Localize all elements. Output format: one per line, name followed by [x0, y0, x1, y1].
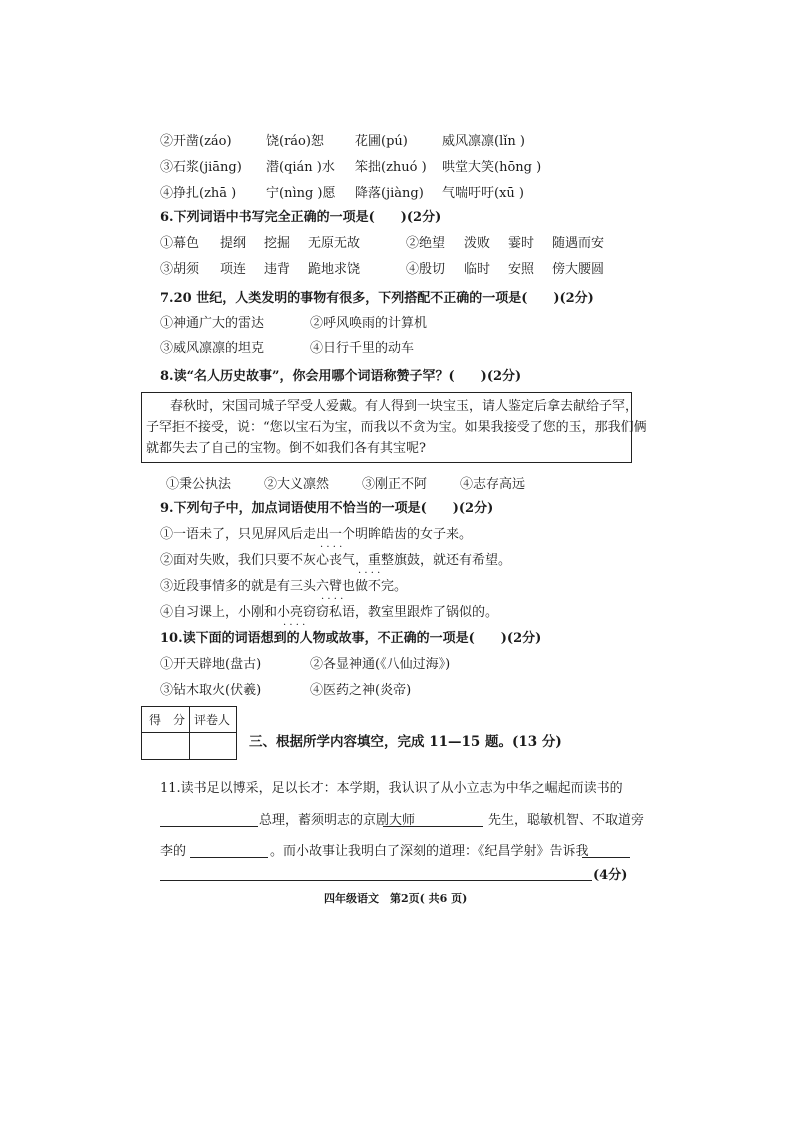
option-word: 提纲	[220, 236, 247, 251]
question-11-points: (4分)	[593, 868, 628, 883]
question-10-stem: 10.读下面的词语想到的人物或故事，不正确的一项是( )(2分)	[160, 631, 542, 646]
option-item: ④医药之神(炎帝)	[310, 683, 412, 698]
question-7-stem: 7.20 世纪，人类发明的事物有很多，下列搭配不正确的一项是( )(2分)	[160, 291, 594, 306]
question-9-sentence-4: ④自习课上，小刚和小亮窃窃私语，教室里跟炸了锅似的。	[160, 605, 499, 620]
option-word: 笨拙(zhuó )	[355, 160, 427, 175]
exam-page: ②开凿(záo) 饶(ráo)恕 花圃(pú) 威风凛凛(lǐn ) ③石浆(jiāng) 潜(qián )水 笨拙(zhuó ) 哄堂大笑(hōng ) ④挣扎(zhā ) 宁(nìng )愿 降落(jiàng) 气喘吁吁(xū ) 6.下列词语中书写完全正确的一项是( )(2分) ①幕色 提纲 挖掘 无原无故 ②绝望 泼败 霎时 随遇而安 ③胡须 项连 违背 跪地求饶 ④殷切 临时 安照 傍大腰圆 7.20 世纪，人类发明的事物有很多，下列搭配不正确的一项是( )(2分) ①神通广大的雷达 ②呼风唤雨的计算机 ③威风凛凛的坦克 ④日行千里的动车 8.读“名人历史故事”，你会用哪个词语称赞子罕？( )(2分) 春秋时，宋国司城子罕受人爱戴。有人得到一块宝玉，请人鉴定后拿去献给子罕， 子罕拒不接受，说：“您以宝石为宝，而我以不贪为宝。如果我接受了您的玉，那我们俩 就都失去了自己的宝物。倒不如我们各有其宝呢? ①秉公执法 ②大义凛然 ③刚正不阿 ④志存高远 9.下列句子中，加点词语使用不恰当的一项是( )(2分) ①一语未了，只见屏风后走出一个明眸皓齿的女子来。 ②面对失败，我们只要不灰心丧气，重整旗鼓，就还有希望。 ③近段事情多的就是有三头六臂也做不完。 ④自习课上，小刚和小亮窃窃私语，教室里跟炸了锅似的。 · · · · · · · · · · · · · · · · 10.读下面的词语想到的人物或故事，不正确的一项是( )(2分) ①开天辟地(盘古) ②各显神通(《八仙过海》) ③钻木取火(伏羲) ④医药之神(炎帝) 得 分 评卷人 三、根据所学内容填空，完成 11—15 题。(13 分) 11.读书足以博采，足以长才：本学期，我认识了从小立志为中华之崛起而读书的 总理，蓄须明志的京剧大师 先生，聪敏机智、不取道旁 李的 。而小故事让我明白了深刻的道理：《纪昌学射》告诉我 (4分) 四年级语文 第2页( 共6 页)	[0, 0, 794, 1123]
question-11-line-1: 11.读书足以博采，足以长才：本学期，我认识了从小立志为中华之崛起而读书的	[160, 781, 623, 796]
option-word: ②绝望	[406, 236, 446, 251]
option-word: ①幕色	[160, 236, 200, 251]
story-line: 就都失去了自己的宝物。倒不如我们各有其宝呢?	[146, 441, 426, 456]
option-word: 违背	[264, 262, 291, 277]
question-11-line-3b: 。而小故事让我明白了深刻的道理：《纪昌学射》告诉我	[270, 844, 589, 859]
option-word: ③石浆(jiāng)	[160, 160, 242, 175]
option-word: 临时	[464, 262, 491, 277]
score-label: 得 分	[149, 713, 186, 727]
option-item: ④志存高远	[460, 477, 526, 492]
question-9-sentence-3: ③近段事情多的就是有三头六臂也做不完。	[160, 579, 408, 594]
question-11-line-2b: 先生，聪敏机智、不取道旁	[488, 813, 645, 828]
option-word: 气喘吁吁(xū )	[442, 186, 524, 201]
option-word: 泼败	[464, 236, 491, 251]
option-word: 哄堂大笑(hōng )	[442, 160, 542, 175]
option-word: 项连	[220, 262, 247, 277]
option-word: ③胡须	[160, 262, 200, 277]
option-word: 潜(qián )水	[266, 160, 335, 175]
option-word: 饶(ráo)恕	[266, 134, 324, 149]
question-9-sentence-2: ②面对失败，我们只要不灰心丧气，重整旗鼓，就还有希望。	[160, 553, 512, 568]
page-footer: 四年级语文 第2页( 共6 页)	[324, 892, 468, 905]
option-word: ④殷切	[406, 262, 446, 277]
question-11-line-3a: 李的	[160, 844, 187, 859]
story-box	[141, 392, 647, 463]
option-word: ②开凿(záo)	[160, 134, 232, 149]
option-item: ①秉公执法	[166, 477, 232, 492]
option-item: ②大义凛然	[264, 477, 330, 492]
option-item: ①神通广大的雷达	[160, 316, 265, 331]
option-word: 随遇而安	[552, 236, 605, 251]
answer-blank-1[interactable]	[160, 826, 258, 827]
option-word: 傍大腰圆	[552, 262, 605, 277]
option-item: ②呼风唤雨的计算机	[310, 316, 428, 331]
answer-blank-5[interactable]	[160, 880, 592, 881]
option-word: 安照	[508, 262, 535, 277]
section-3-title: 三、根据所学内容填空，完成 11—15 题。(13 分)	[249, 734, 562, 750]
question-9-stem: 9.下列句子中，加点词语使用不恰当的一项是( )(2分)	[160, 501, 494, 516]
question-8-stem: 8.读“名人历史故事”，你会用哪个词语称赞子罕？( )(2分)	[160, 369, 522, 384]
option-word: 跪地求饶	[308, 262, 361, 277]
question-11-line-2a: 总理，蓄须明志的京剧大师	[259, 813, 416, 828]
option-word: 霎时	[508, 236, 535, 251]
question-9-sentence-1: ①一语未了，只见屏风后走出一个明眸皓齿的女子来。	[160, 527, 473, 542]
option-word: ④挣扎(zhā )	[160, 186, 237, 201]
option-item: ③威风凛凛的坦克	[160, 341, 265, 356]
answer-blank-2[interactable]	[383, 826, 483, 827]
option-item: ②各显神通(《八仙过海》)	[310, 657, 451, 672]
answer-blank-3[interactable]	[190, 857, 268, 858]
option-word: 花圃(pú)	[355, 134, 408, 149]
story-line: 春秋时，宋国司城子罕受人爱戴。有人得到一块宝玉，请人鉴定后拿去献给子罕，	[170, 399, 639, 414]
option-word: 挖掘	[264, 236, 291, 251]
answer-blank-4[interactable]	[582, 857, 630, 858]
option-word: 威风凛凛(lǐn )	[442, 134, 525, 149]
option-word: 降落(jiàng)	[355, 186, 424, 201]
option-item: ③刚正不阿	[362, 477, 428, 492]
score-box	[141, 706, 237, 760]
option-item: ①开天辟地(盘古)	[160, 657, 262, 672]
question-6-stem: 6.下列词语中书写完全正确的一项是( )(2分)	[160, 210, 442, 225]
story-line: 子罕拒不接受，说：“您以宝石为宝，而我以不贪为宝。如果我接受了您的玉，那我们俩	[146, 420, 647, 435]
option-word: 无原无故	[308, 236, 361, 251]
grader-label: 评卷人	[194, 713, 231, 727]
option-item: ④日行千里的动车	[310, 341, 415, 356]
option-item: ③钻木取火(伏羲)	[160, 683, 262, 698]
option-word: 宁(nìng )愿	[266, 186, 336, 201]
